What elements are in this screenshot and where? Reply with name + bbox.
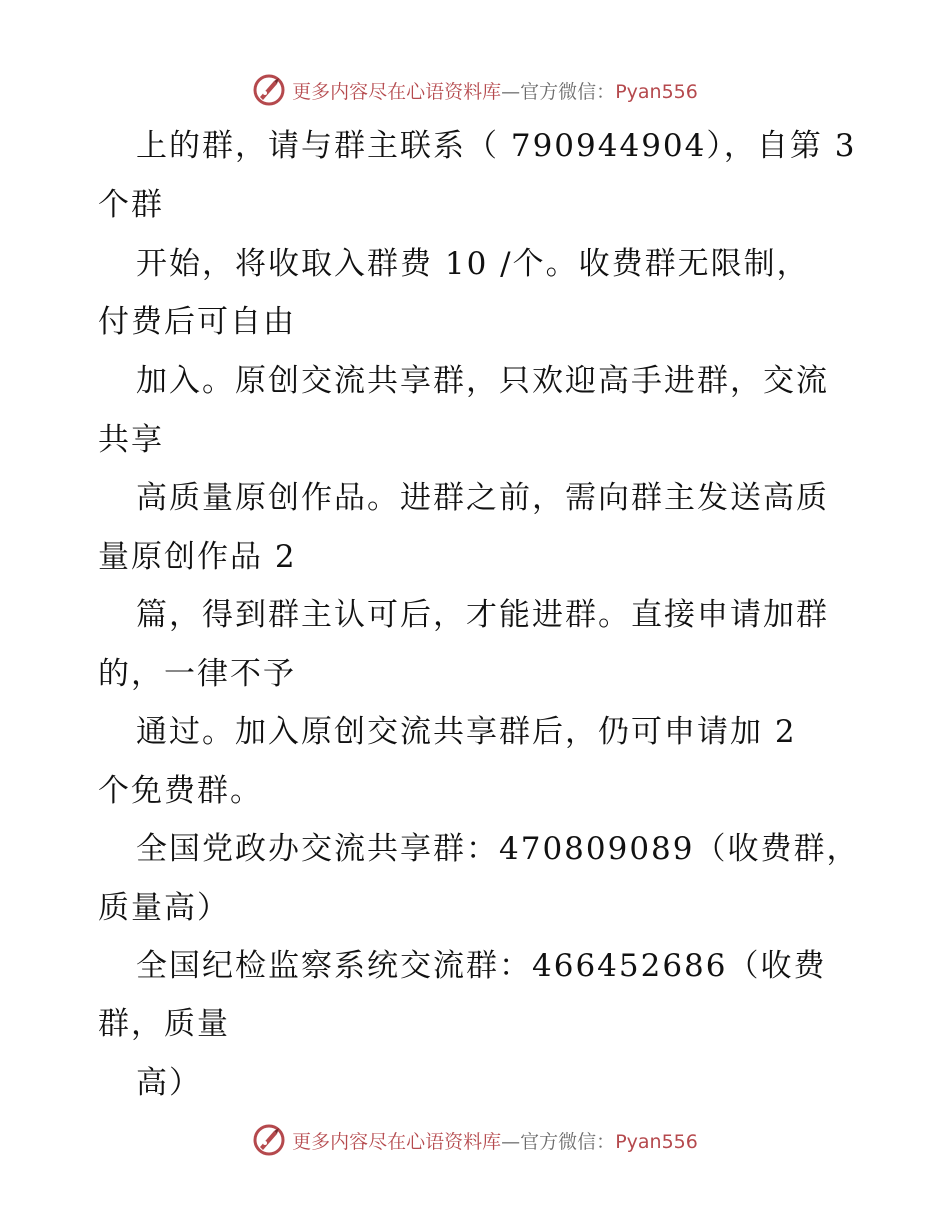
body-line: 个免费群。 [98, 773, 263, 809]
footer-dash: — [501, 1130, 521, 1153]
body-line: 付费后可自由 [98, 304, 296, 340]
body-line: 共享 [98, 422, 164, 458]
quill-logo-icon [252, 73, 286, 107]
footer-wechat-id: Pyan556 [615, 1130, 698, 1153]
footer-text [292, 1127, 698, 1154]
body-line: 的，一律不予 [98, 656, 296, 692]
body-line: 上的群，请与群主联系（ 790944904），自第 3 [136, 128, 857, 164]
header-banner [0, 70, 950, 110]
footer-site-text: 更多内容尽在心语资料库 [292, 1130, 502, 1153]
body-line: 量原创作品 2 [98, 539, 297, 575]
body-line: 个群 [98, 187, 164, 223]
header-text [292, 77, 698, 104]
body-line: 质量高） [98, 890, 230, 926]
header-wechat-label: 官方微信： [520, 80, 616, 103]
body-line: 全国党政办交流共享群：470809089（收费群， [136, 831, 860, 867]
footer-wechat-label: 官方微信： [520, 1130, 616, 1153]
body-line: 高） [136, 1065, 202, 1101]
footer-banner [0, 1120, 950, 1160]
body-line: 通过。加入原创交流共享群后，仍可申请加 2 [136, 714, 797, 750]
body-line: 开始，将收取入群费 10 /个。收费群无限制， [136, 246, 810, 282]
body-line: 高质量原创作品。进群之前，需向群主发送高质 [136, 480, 829, 516]
quill-logo-icon [252, 1123, 286, 1157]
body-line: 篇，得到群主认可后，才能进群。直接申请加群 [136, 597, 829, 633]
header-site-text: 更多内容尽在心语资料库 [292, 80, 502, 103]
header-wechat-id: Pyan556 [615, 80, 698, 103]
body-line: 加入。原创交流共享群，只欢迎高手进群，交流 [136, 363, 829, 399]
body-line: 群，质量 [98, 1006, 230, 1042]
header-dash: — [501, 80, 521, 103]
body-line: 全国纪检监察系统交流群：466452686（收费 [136, 948, 827, 984]
